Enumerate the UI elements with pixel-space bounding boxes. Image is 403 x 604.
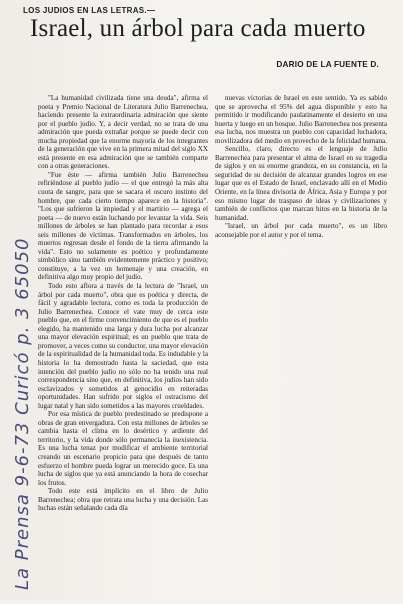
article-title: Israel, un árbol para cada muerto [30,15,366,42]
paragraph: Por esa mística de pueblo predestinado se predispone a obras de gran envergadura. Con esta millones de árboles se cambia hasta el clima en lo desértico y ardiente del territorio, y la vida donde sólo permanecía la inexistencia. Es una lucha tenaz por modificar el ambiente territorial creando un escenario propicio para que después de tanto esfuerzo el hombre pueda lograr un merecido goce. Es una lucha de siglos que ya está anunciando la hora de cosechar los frutos. [38,410,208,487]
article-column-left [38,94,208,584]
paragraph: "Fue éste — afirma también Julio Barrenechea refiriéndose al pueblo judío — el que entregó la más alta cuota de sangre, para que se sacara el oscuro instinto del hombre, que cada cierto tiempo aparece en la historia". "Los que sufrieron la impiedad y el martirio — agrega el poeta — de nuevo están luchando por levantar la vida. Seis millones de árboles se han plantado para recordar a esos seis millones de víctimas. Transformados en árboles, los muertos regresan desde el fondo de la tierra afirmando la vida". Esto no solamente es poético y profundamente simbólico sino también evidentemente práctico y positivo; constituye, a la vez un homenaje y una creación, en definitiva algo muy propio del judío. [38,170,208,282]
paragraph: "Israel, un árbol por cada muerto", es un libro aconsejable por el autor y por el tema. [215,222,387,239]
paragraph: nuevas victorias de Israel en este sentido. Ya es sabido que se aprovecha el 95% del agua disponible y esto ha permitido ir modificando paulatinamente el desierto en una huerta y luego en un bosque. Julio Barrenechea nos presenta esa lucha, nos muestra un pueblo con capacidad luchadora, movilizadora del medio en provecho de la felicidad humana. [215,94,387,145]
handwritten-note-text: La Prensa 9-6-73 Curicó p. 3 65050 [12,237,33,590]
section-header: LOS JUDIOS EN LAS LETRAS.— [23,6,156,15]
paragraph: Todo este está implícito en el libro de Julio Barrenechea; obra que retrata una lucha y una decisión. Las luchas están señalando cada día [38,487,208,513]
article-column-right [215,94,387,294]
paragraph: Todo esto aflora a través de la lectura de "Israel, un árbol por cada muerto", obra que es poética y directa, de fácil y agradable lectura, como es toda la producción de Julio Barrenechea. Conoce el vate muy de cerca este pueblo que, en el firme convencimiento de que es el pueblo elegido, ha mantenido una larga y dura lucha por alcanzar una mayor elevación espiritual; es un pueblo que trata de promover, a veces como su conductor, una mayor elevación de la espiritualidad de la humanidad toda. Es indudable y la historia lo ha demostrado hasta la saciedad, que esta intención del pueblo judío no sólo no ha tenido una real correspondencia sino que, en definitiva, los judíos han sido esclavizados y sometidos al genocidio en reiteradas oportunidades. Han sufrido por siglos el ostracismo del lugar natal y han sido sometidos a las mayores crueldades. [38,282,208,410]
handwritten-margin-note [6,60,36,600]
author-byline: DARIO DE LA FUENTE D. [276,60,379,69]
paragraph: Sencillo, claro, directo es el lenguaje de Julio Barrenechea para presentar el alma de Israel en su tragedia de siglos y en su enorme grandeza, en su constancia, en la seguridad de su decisión de alcanzar grandes logros en ese lugar que es el Estado de Israel, enclavado allí en el Medio Oriente, en la línea divisoria de África, Asia y Europa y por eso mismo lugar de traspaso de ideas y civilizaciones y también de conflictos que marcan hitos en la historia de la humanidad. [215,145,387,222]
paragraph: "La humanidad civilizada tiene una deuda", afirma el poeta y Premio Nacional de Literatura Julio Barrenechea, haciendo presente la extraordinaria admiración que siente por el pueblo judío. Y, a decir verdad, no se trata de una admiración que pueda extrañar porque se puede decir con mucha propiedad que la enorme mayoría de los integrantes de la generación que vive en la primera mitad del siglo XX está presente en esa admiración que se también comparte con a otras generaciones. [38,94,208,171]
